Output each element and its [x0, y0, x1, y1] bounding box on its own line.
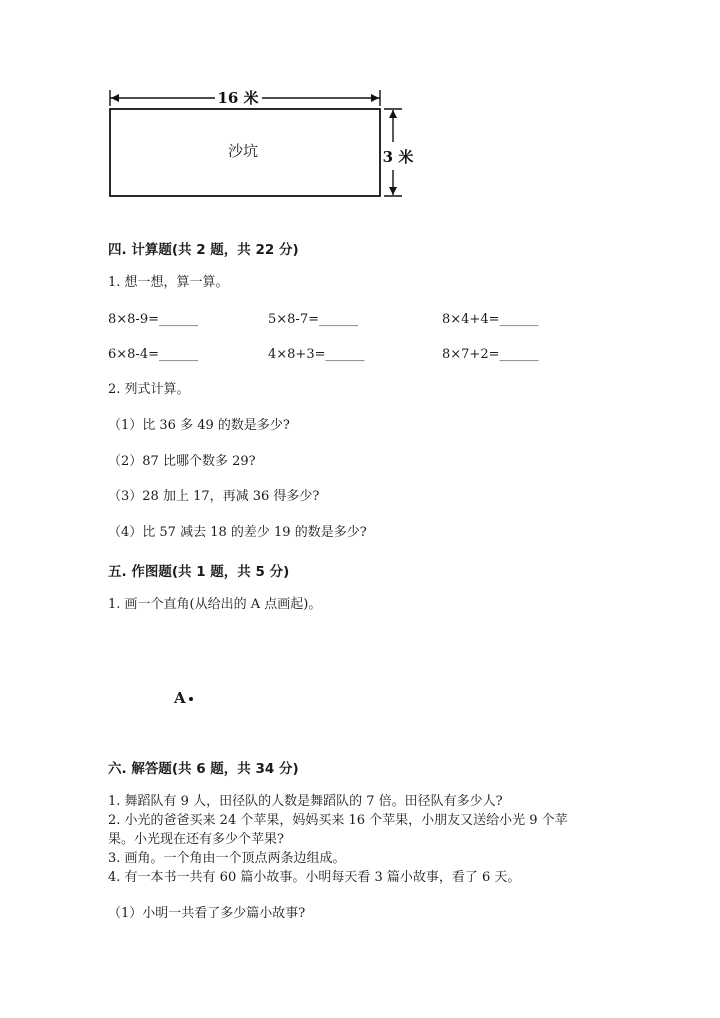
- drawing-question: 1. 画一个直角(从给出的 A 点画起)。: [108, 597, 322, 612]
- point-a-dot: [189, 697, 193, 701]
- answer-subquestion: （1）小明一共看了多少篇小故事?: [108, 906, 306, 921]
- up-arrowhead: [389, 110, 397, 118]
- calc-problem: 8×8-9=______: [108, 312, 198, 327]
- section-4-heading: 四. 计算题(共 2 题，共 22 分): [108, 242, 299, 258]
- section-5-heading: 五. 作图题(共 1 题，共 5 分): [108, 564, 290, 580]
- left-arrowhead: [111, 94, 119, 102]
- sandpit-diagram: [0, 0, 720, 210]
- calc-problem: 6×8-4=______: [108, 347, 198, 362]
- height-label: 3 米: [382, 148, 414, 166]
- word-problem: （1）比 36 多 49 的数是多少?: [108, 418, 290, 433]
- down-arrowhead: [389, 187, 397, 195]
- question-1-title: 1. 想一想，算一算。: [108, 275, 229, 290]
- answer-question-line: 4. 有一本书一共有 60 篇小故事。小明每天看 3 篇小故事，看了 6 天。: [108, 870, 521, 885]
- word-problem: （2）87 比哪个数多 29?: [108, 454, 256, 469]
- answer-question-line: 2. 小光的爸爸买来 24 个苹果，妈妈买来 16 个苹果，小朋友又送给小光 9 个苹: [108, 813, 568, 828]
- sandpit-label: 沙坑: [227, 142, 259, 160]
- calc-problem: 8×4+4=______: [442, 312, 539, 327]
- calc-problem: 4×8+3=______: [268, 347, 365, 362]
- width-label: 16 米: [217, 89, 259, 107]
- answer-question-line: 3. 画角。一个角由一个顶点两条边组成。: [108, 851, 346, 866]
- calc-problem: 5×8-7=______: [268, 312, 358, 327]
- right-arrowhead: [371, 94, 379, 102]
- word-problem: （3）28 加上 17，再减 36 得多少?: [108, 489, 320, 504]
- answer-question-line: 果。小光现在还有多少个苹果?: [108, 832, 284, 847]
- question-2-title: 2. 列式计算。: [108, 382, 190, 397]
- calc-problem: 8×7+2=______: [442, 347, 539, 362]
- point-a: [174, 689, 193, 707]
- section-6-heading: 六. 解答题(共 6 题，共 34 分): [108, 761, 299, 777]
- answer-question-line: 1. 舞蹈队有 9 人，田径队的人数是舞蹈队的 7 倍。田径队有多少人?: [108, 794, 503, 809]
- word-problem: （4）比 57 减去 18 的差少 19 的数是多少?: [108, 525, 367, 540]
- point-a-label: A: [174, 689, 186, 707]
